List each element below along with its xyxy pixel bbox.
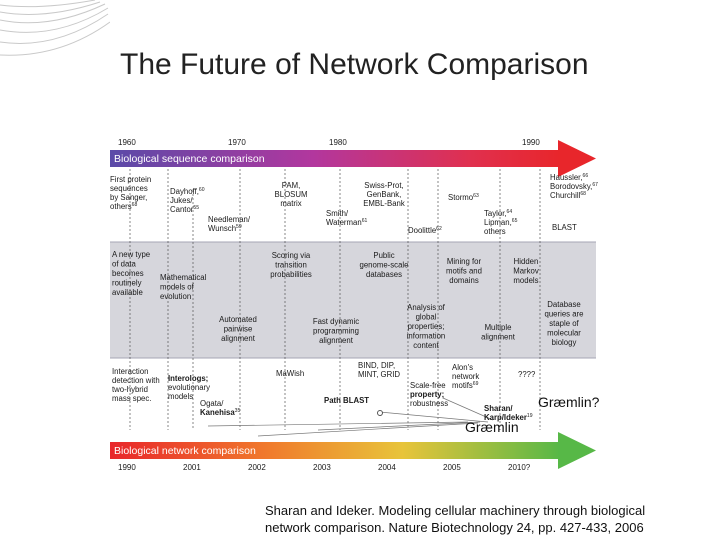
sequence-event-line: GenBank, [366,190,402,199]
concept-event-line: domains [449,276,479,285]
concept-event-line: Analysis of [407,303,445,312]
concept-event-line: available [112,288,143,297]
concept-event-line: of data [112,259,136,269]
sequence-event-reference: 62 [436,226,442,232]
sequence-event-reference: 68 [131,202,138,208]
citation-line-2: network comparison. Nature Biotechnology 24, pp. 427-433, 2006 [265,520,644,535]
year-label: 1980 [329,138,347,147]
concept-event-line: queries are [544,309,584,319]
top-year-ticks [118,138,540,147]
network-event-line: Scale-free [410,381,446,390]
concept-event [270,251,312,279]
network-event-reference: 69 [472,381,479,387]
concept-event [313,317,359,345]
sequence-event-line: Haussler, [550,173,583,182]
sequence-event-line: Taylor, [484,209,507,218]
sequence-event [110,175,151,211]
concept-event-line: alignment [481,332,515,342]
sequence-event [363,181,405,208]
sequence-event-line: Borodovsky, [550,182,593,191]
year-label: 1970 [228,138,246,147]
network-event [112,367,160,403]
network-event-line: detection with [112,376,160,385]
sequence-event-line: Waterman [326,218,362,227]
sequence-event-line: others [110,202,132,211]
concept-event-line: global [415,312,437,322]
sequence-event-line: Churchill [550,191,581,200]
network-event [410,381,448,408]
timeline-figure [108,130,608,475]
sequence-event-reference: 66 [582,173,589,179]
citation [265,502,645,536]
network-event-line: Alon's [452,363,473,372]
concept-event-line: becomes [112,269,144,278]
year-label: 2001 [183,463,201,472]
concept-event-line: alignment [319,336,353,345]
network-event [324,396,369,405]
sequence-event-line: Smith/ [326,209,349,218]
sequence-event-reference: 67 [592,182,598,188]
sequence-event-line: PAM, [281,181,301,190]
year-label: 1990 [118,463,136,472]
concept-event-line: databases [366,270,402,279]
sequence-event [275,181,308,208]
sequence-event-line: Stormo [448,193,474,202]
concept-event-line: models [513,276,539,285]
network-event-line: Path BLAST [324,396,370,405]
network-event [168,374,210,401]
concept-event-line: content [413,341,439,350]
sequence-event-reference: 65 [511,218,518,224]
concept-event-line: Fast dynamic [312,317,360,326]
concept-event-line: properties; [407,322,445,331]
network-event-line: ???? [518,370,536,379]
network-event-line: Sharan/ [484,404,513,413]
concept-event [446,257,482,285]
sequence-event-line: matrix [280,199,302,208]
sequence-event [326,209,368,227]
concept-event-line: transition [275,260,307,270]
year-label: 2010? [508,463,531,472]
concept-event-line: Scoring via [271,251,311,260]
concept-event-line: pairwise [223,324,253,334]
gremlin-label: Græmlin [465,419,519,435]
sequence-event-line: EMBL-Bank [363,199,405,208]
sequence-event-line: Dayhoff, [170,187,199,196]
sequence-event-line: others [484,227,506,236]
concept-event-line: Database [547,300,581,309]
year-label: 2002 [248,463,266,472]
network-event-line: BIND, DIP, [358,361,396,370]
sequence-event-reference: 68 [580,191,586,197]
year-label: 2004 [378,463,396,472]
sequence-event [408,226,442,235]
concept-event-line: Hidden [513,257,539,266]
year-label: 1990 [522,138,540,147]
concept-event-line: genome-scale [359,260,409,270]
slide-title: The Future of Network Comparison [120,48,589,81]
sequence-event-reference: 59 [236,224,242,230]
network-event-line: Karp/Ideker [484,413,527,422]
sequence-event-reference: 63 [473,193,479,199]
concept-event-line: molecular [547,328,581,338]
concept-event-line: evolution [160,292,192,301]
bottom-year-ticks [118,463,531,472]
network-event-line: property; [410,390,445,399]
network-arrow-label: Biological network comparison [114,445,256,457]
network-event-line: Kanehisa [200,408,235,417]
sequence-event-line: Wunsch [208,224,237,233]
sequence-event-reference: 60 [198,187,205,193]
network-event-line: network [452,372,480,381]
network-event-line: robustness [410,399,449,408]
network-event [276,369,304,378]
concept-event-line: information [406,331,446,341]
year-label: 2005 [443,463,461,472]
sequence-event [170,187,205,214]
sequence-event-reference: 55 [193,205,200,211]
network-event-line: Interaction [112,367,149,376]
sequence-event [552,223,577,232]
network-event-line: mass spec. [112,394,152,403]
network-event-reference: 35 [234,408,241,414]
network-event [200,399,240,417]
network-event-line: Interologs; [168,374,209,383]
network-event-line: MaWish [276,369,305,378]
concept-event-line: motifs and [446,266,482,276]
sequence-event [550,173,598,200]
concept-event-line: Multiple [484,323,512,332]
network-events [112,361,536,422]
concept-event-line: Mining for [446,257,482,266]
concept-event [219,315,257,343]
citation-line-1: Sharan and Ideker. Modeling cellular machinery through biological [265,503,646,518]
decorative-corner-lines [0,0,110,95]
network-event-line: Ogata/ [200,399,224,408]
concept-event-line: A new type [112,250,151,259]
concept-event-line: Markov [513,266,539,276]
sequence-event-line: Jukes/ [170,196,193,205]
sequence-event [448,193,479,202]
concept-event [481,323,516,342]
sequence-event-line: Lipman, [484,218,512,227]
sequence-event-line: Doolittle [408,226,437,235]
sequence-event [484,209,518,236]
network-event-line: two-hybrid [112,385,148,394]
year-label: 2003 [313,463,331,472]
concept-event-line: Automated [219,315,257,324]
sequence-event-line: BLOSUM [274,190,308,199]
sequence-event-line: First protein [110,175,152,184]
concept-event-line: Public [373,251,395,260]
sequence-event [208,215,251,233]
sequence-event-line: Swiss-Prot, [364,181,404,190]
sequence-events [110,173,598,236]
network-event-line: models [168,392,194,401]
sequence-event-line: Cantor [170,205,194,214]
concept-event-line: models of [160,282,194,292]
sequence-event-reference: 64 [506,209,513,215]
network-event [518,370,536,379]
network-event [358,361,400,379]
concept-event [513,257,539,285]
gremlin-question-label: Græmlin? [538,394,600,410]
sequence-event-line: BLAST [552,223,577,232]
network-event-reference: 19 [526,413,533,419]
concept-event-line: probabilities [270,270,312,279]
concept-event-line: routinely [112,278,142,288]
network-event-line: motifs [452,381,473,390]
network-event [452,363,479,390]
concept-event-line: alignment [221,334,255,343]
concept-event-line: staple of [549,319,579,328]
concept-event-line: programming [313,326,359,336]
network-event-line: evolutionary [168,383,211,392]
sequence-event-line: sequences [110,184,148,193]
sequence-event-line: Needleman/ [208,215,251,224]
sequence-event-reference: 61 [361,218,368,224]
network-event-line: MINT, GRID [358,370,401,379]
year-label: 1960 [118,138,136,147]
sequence-arrow-label: Biological sequence comparison [114,153,265,165]
sequence-event-line: by Sanger, [110,193,148,202]
concept-event-line: Mathematical [160,273,207,282]
concept-event-line: biology [551,338,577,347]
